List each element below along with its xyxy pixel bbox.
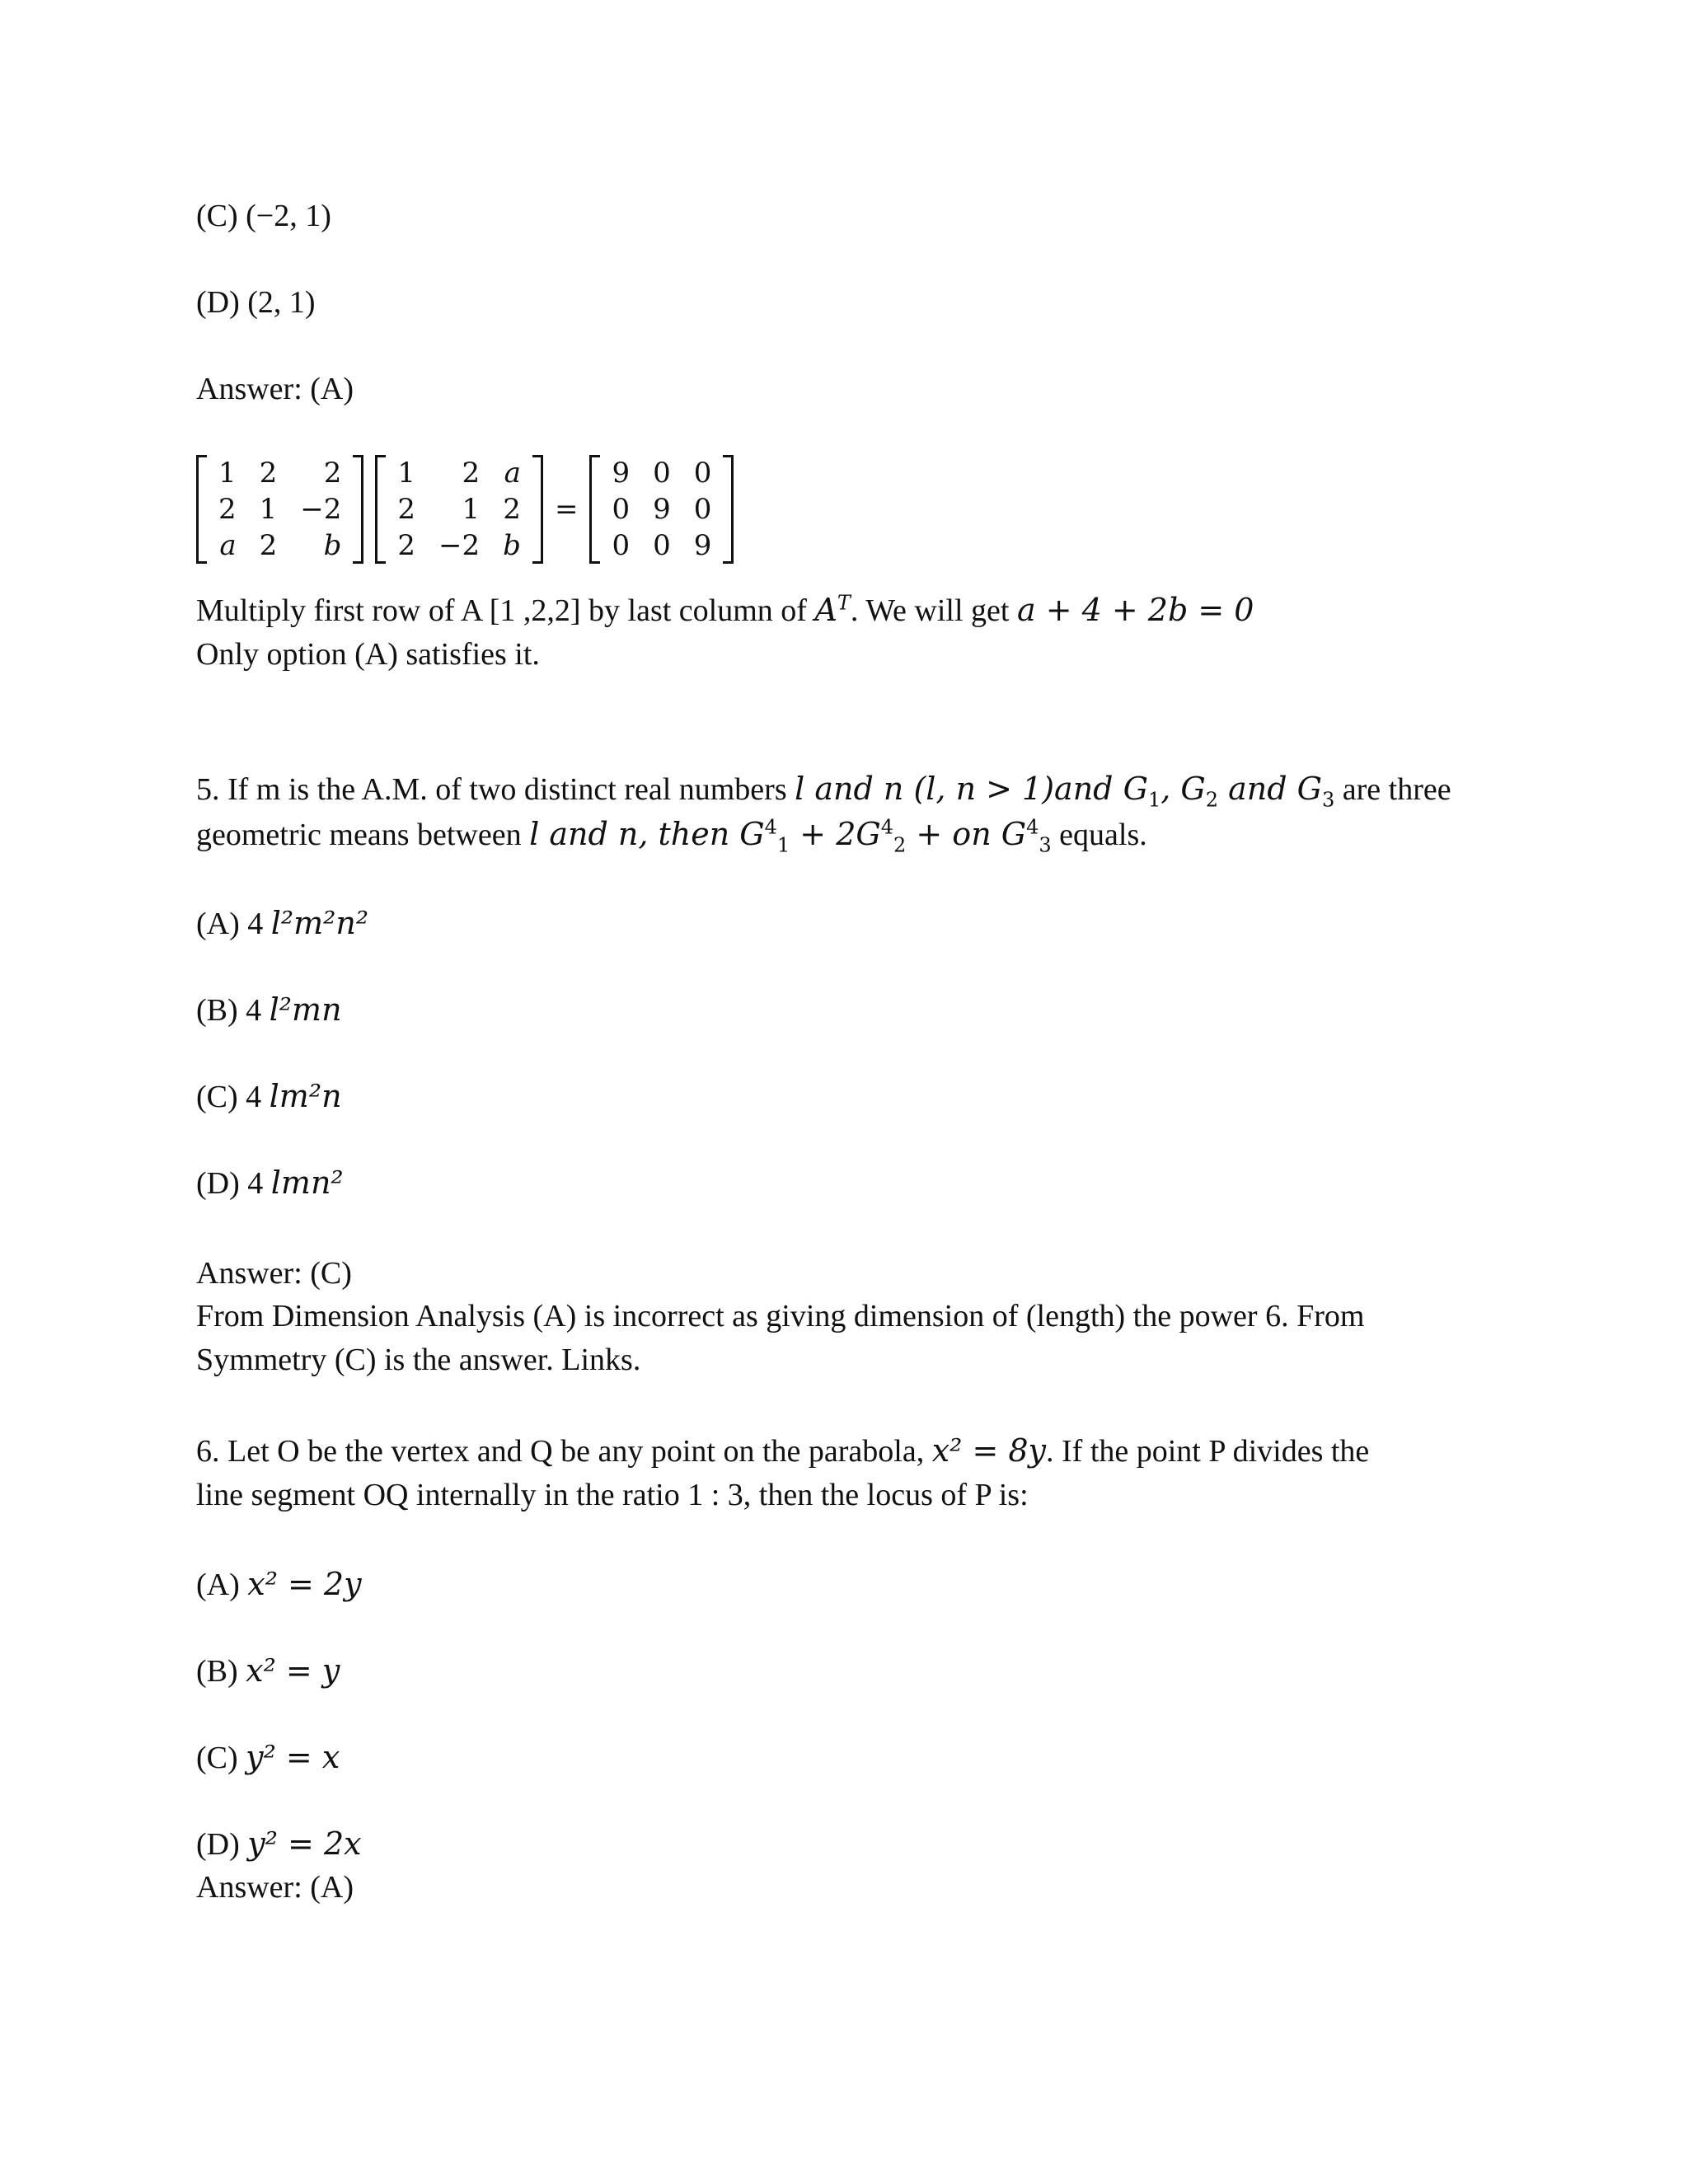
q5-stem-math: l and n, then G xyxy=(529,816,765,852)
q5-superscript: 4 xyxy=(880,815,894,839)
matrix-a xyxy=(196,455,363,564)
q6-stem-text: 6. Let O be the vertex and Q be any point on the parabola, xyxy=(196,1434,932,1469)
matrix-result-cell: 9 xyxy=(693,529,712,562)
q5-stem-math: l and n (l, n > 1)and G xyxy=(795,771,1148,807)
matrix-result-cell: 9 xyxy=(612,457,631,490)
matrix-at-cell: 2 xyxy=(397,493,416,526)
q5-stem-text: equals. xyxy=(1051,818,1147,852)
q5-explanation-line-2 xyxy=(196,1342,640,1378)
q5-stem-math: + 2G xyxy=(790,816,881,852)
q4-option-c-text: (C) (−2, 1) xyxy=(196,199,331,233)
q5-option-label: (B) 4 xyxy=(196,993,270,1028)
q4-explanation-matrix-symbol: A xyxy=(814,592,837,628)
q5-stem-line-2 xyxy=(196,815,1147,857)
q5-subscript: 2 xyxy=(893,833,907,857)
q6-answer xyxy=(196,1869,354,1905)
matrix-a-cell: 2 xyxy=(323,457,342,490)
q5-explanation-text: From Dimension Analysis (A) is incorrect as giving dimension of (length) the power 6. From xyxy=(196,1299,1365,1333)
matrix-result-cell: 0 xyxy=(653,529,671,562)
q5-stem-text: are three xyxy=(1334,772,1451,807)
matrix-a-cell: a xyxy=(219,529,237,562)
matrix-at-cell: 1 xyxy=(397,457,416,490)
q6-option-label: (C) xyxy=(196,1741,246,1775)
q6-option-label: (A) xyxy=(196,1568,248,1602)
q6-option-c xyxy=(196,1739,340,1776)
q5-stem-math: and G xyxy=(1218,771,1322,807)
q5-stem-math: , G xyxy=(1160,771,1206,807)
matrix-a-cell: 1 xyxy=(218,457,237,490)
q4-explanation-line-2 xyxy=(196,636,540,673)
q5-option-c xyxy=(196,1078,342,1115)
matrix-a-transpose xyxy=(375,455,543,564)
q5-stem-text: 5. If m is the A.M. of two distinct real numbers xyxy=(196,772,795,807)
q6-stem-text: line segment OQ internally in the ratio 1 : 3, then the locus of P is: xyxy=(196,1478,1029,1512)
matrix-at-cell: −2 xyxy=(438,529,481,562)
q5-option-label: (D) 4 xyxy=(196,1166,271,1201)
q4-answer-text: Answer: (A) xyxy=(196,372,354,406)
q5-answer-text: Answer: (C) xyxy=(196,1256,352,1291)
q4-explanation-transpose: T xyxy=(837,591,851,615)
matrix-at-cell: 2 xyxy=(397,529,416,562)
q6-stem-line-1 xyxy=(196,1432,1369,1469)
equals-sign: = xyxy=(554,493,579,526)
q6-option-a xyxy=(196,1566,362,1603)
q5-explanation-line-1 xyxy=(196,1298,1364,1334)
q5-option-label: (A) 4 xyxy=(196,907,271,941)
q5-option-math: l²m²n² xyxy=(270,905,369,941)
q5-subscript: 1 xyxy=(1147,788,1161,812)
q4-explanation-text: Multiply first row of A [1 ,2,2] by last column of xyxy=(196,593,815,628)
matrix-result-cell: 0 xyxy=(653,457,671,490)
q6-option-label: (B) xyxy=(196,1654,246,1689)
q5-subscript: 3 xyxy=(1322,788,1335,812)
q6-option-d xyxy=(196,1825,362,1863)
q5-subscript: 2 xyxy=(1205,788,1219,812)
q6-option-b xyxy=(196,1652,340,1690)
matrix-result-cell: 9 xyxy=(653,493,671,526)
q6-answer-text: Answer: (A) xyxy=(196,1870,354,1905)
matrix-at-cell: 2 xyxy=(462,457,481,490)
q5-option-math: lm²n xyxy=(269,1078,342,1114)
q4-option-d-text: (D) (2, 1) xyxy=(196,285,316,320)
matrix-result-cell: 0 xyxy=(693,493,712,526)
q4-explanation-text: Only option (A) satisfies it. xyxy=(196,637,540,672)
q4-option-d xyxy=(196,284,316,321)
q5-option-math: l²mn xyxy=(269,991,342,1028)
matrix-result xyxy=(589,455,734,564)
matrix-a-cell: 2 xyxy=(218,493,237,526)
q5-stem-line-1 xyxy=(196,771,1451,812)
matrix-at-cell: 2 xyxy=(503,493,521,526)
matrix-a-cell: b xyxy=(323,529,342,562)
matrix-result-cell: 0 xyxy=(612,493,631,526)
q6-stem-math: x² = 8y xyxy=(931,1432,1047,1469)
q5-subscript: 1 xyxy=(776,833,790,857)
matrix-a-cell: −2 xyxy=(300,493,342,526)
matrix-result-cell: 0 xyxy=(612,529,631,562)
q6-stem-line-2 xyxy=(196,1477,1029,1513)
matrix-equation xyxy=(196,452,734,567)
matrix-result-cell: 0 xyxy=(693,457,712,490)
q4-explanation-equation: a + 4 + 2b = 0 xyxy=(1016,592,1254,628)
q5-superscript: 4 xyxy=(764,815,777,839)
q5-answer xyxy=(196,1255,352,1291)
matrix-a-cell: 2 xyxy=(259,529,278,562)
q6-option-math: y² = 2x xyxy=(247,1825,362,1862)
q5-stem-math: + on G xyxy=(906,816,1027,852)
q4-option-c xyxy=(196,198,331,234)
q6-option-math: x² = 2y xyxy=(247,1566,362,1602)
q5-option-b xyxy=(196,991,342,1029)
q4-explanation-line-1 xyxy=(196,592,1254,629)
q5-option-d xyxy=(196,1165,344,1202)
matrix-at-cell: b xyxy=(503,529,521,562)
q4-explanation-text: . We will get xyxy=(850,593,1017,628)
q5-subscript: 3 xyxy=(1039,833,1052,857)
matrix-a-cell: 1 xyxy=(259,493,278,526)
q5-stem-text: geometric means between xyxy=(196,818,530,852)
q5-option-math: lmn² xyxy=(270,1165,344,1201)
matrix-at-cell: 1 xyxy=(462,493,481,526)
q5-option-label: (C) 4 xyxy=(196,1080,270,1114)
matrix-a-cell: 2 xyxy=(259,457,278,490)
q4-answer xyxy=(196,371,354,407)
matrix-at-cell: a xyxy=(504,457,521,490)
q5-superscript: 4 xyxy=(1026,815,1039,839)
q6-option-math: x² = y xyxy=(246,1652,340,1689)
q5-explanation-text: Symmetry (C) is the answer. Links. xyxy=(196,1343,641,1377)
q6-option-label: (D) xyxy=(196,1827,248,1862)
q5-option-a xyxy=(196,905,368,942)
q6-stem-text: . If the point P divides the xyxy=(1046,1434,1370,1469)
q6-option-math: y² = x xyxy=(246,1739,340,1775)
